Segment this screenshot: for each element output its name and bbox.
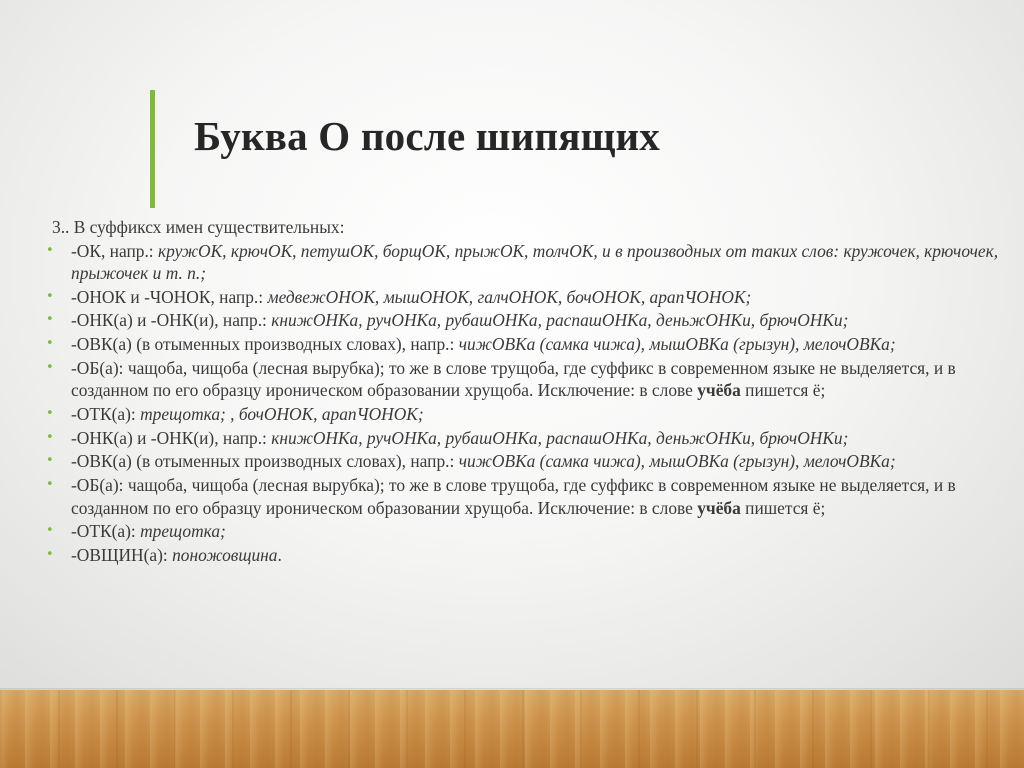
bullet-icon: • [46,405,54,421]
list-item [46,544,1010,567]
list-item [46,333,1010,356]
list-item-examples: книжОНКа, ручОНКа, рубашОНКа, распашОНКа, деньжОНКи, брючОНКи; [271,310,849,331]
list-item [46,357,1010,402]
list-item-exception-word: учёба [697,497,741,518]
list-item-examples: кружОК, крючОК, петушОК, борщОК, прыжОК, толчОК, и в производных от таких слов: кружочек, крючочек, прыжочек и т. п.; [71,240,999,283]
list-item [46,309,1010,332]
suffix-list [46,240,1010,567]
list-item-examples: медвежОНОК, мышОНОК, галчОНОК, бочОНОК, арапЧОНОК; [267,286,752,307]
list-item-examples: трещотка; [140,521,226,542]
slide-title: Буква О после шипящих [194,113,660,159]
list-item [46,450,1010,473]
bullet-icon: • [46,453,54,469]
list-item [46,474,1010,519]
list-item-text: пишется ё; [740,497,826,518]
list-item-text: -ОНК(а) и -ОНК(и), напр.: [71,427,272,448]
bullet-icon: • [46,523,54,539]
list-item-examples: поножовщина [172,544,278,565]
list-item-text: -ОНОК и -ЧОНОК, напр.: [71,286,268,307]
bullet-icon: • [46,312,54,328]
bullet-icon: • [46,336,54,352]
bullet-icon: • [46,242,54,258]
list-item-text: -ОБ(а): чащоба, чищоба (лесная вырубка); то же в слове трущоба, где суффикс в современном языке не выделяется, и в созданном по его образцу ироническом образовании хрущоба. Исключение: в слове [71,475,956,518]
list-item-text: -ОБ(а): чащоба, чищоба (лесная вырубка); то же в слове трущоба, где суффикс в современном языке не выделяется, и в созданном по его образцу ироническом образовании хрущоба. Исключение: в слове [71,357,956,401]
list-item-text: пишется ё; [740,380,826,401]
list-item [46,427,1010,450]
list-item-text: -ОТК(а): [71,521,141,542]
list-item-exception-word: учёба [697,380,741,401]
list-item-examples: чижОВКа (самка чижа), мышОВКа (грызун), мелочОВКа; [458,334,896,355]
list-item-text: -ОВК(а) (в отыменных производных словах), напр.: [71,334,459,355]
list-item-examples: чижОВКа (самка чижа), мышОВКа (грызун), мелочОВКа; [458,451,896,472]
list-item [46,520,1010,543]
bullet-icon: • [46,546,54,562]
title-accent-bar [150,90,155,208]
list-item-text: . [277,544,282,565]
list-item-examples: трещотка; , бочОНОК, арапЧОНОК; [140,403,424,424]
list-item-text: -ОНК(а) и -ОНК(и), напр.: [71,310,272,331]
list-item-text: -ОВЩИН(а): [71,544,173,565]
bullet-icon: • [46,429,54,445]
intro-text: 3.. В суффиксх имен существительных: [52,217,345,237]
slide-content [46,216,1010,568]
list-item-text: -ОК, напр.: [71,240,158,261]
bullet-icon: • [46,477,54,492]
list-item [46,403,1010,426]
list-item [46,240,1010,285]
wooden-floor-background [0,690,1024,768]
list-item [46,286,1010,309]
list-item-text: -ОТК(а): [71,403,141,424]
list-item-examples: книжОНКа, ручОНКа, рубашОНКа, распашОНКа, деньжОНКи, брючОНКи; [271,427,849,448]
bullet-icon: • [46,288,54,304]
list-item-text: -ОВК(а) (в отыменных производных словах), напр.: [71,451,459,472]
bullet-icon: • [46,359,54,375]
